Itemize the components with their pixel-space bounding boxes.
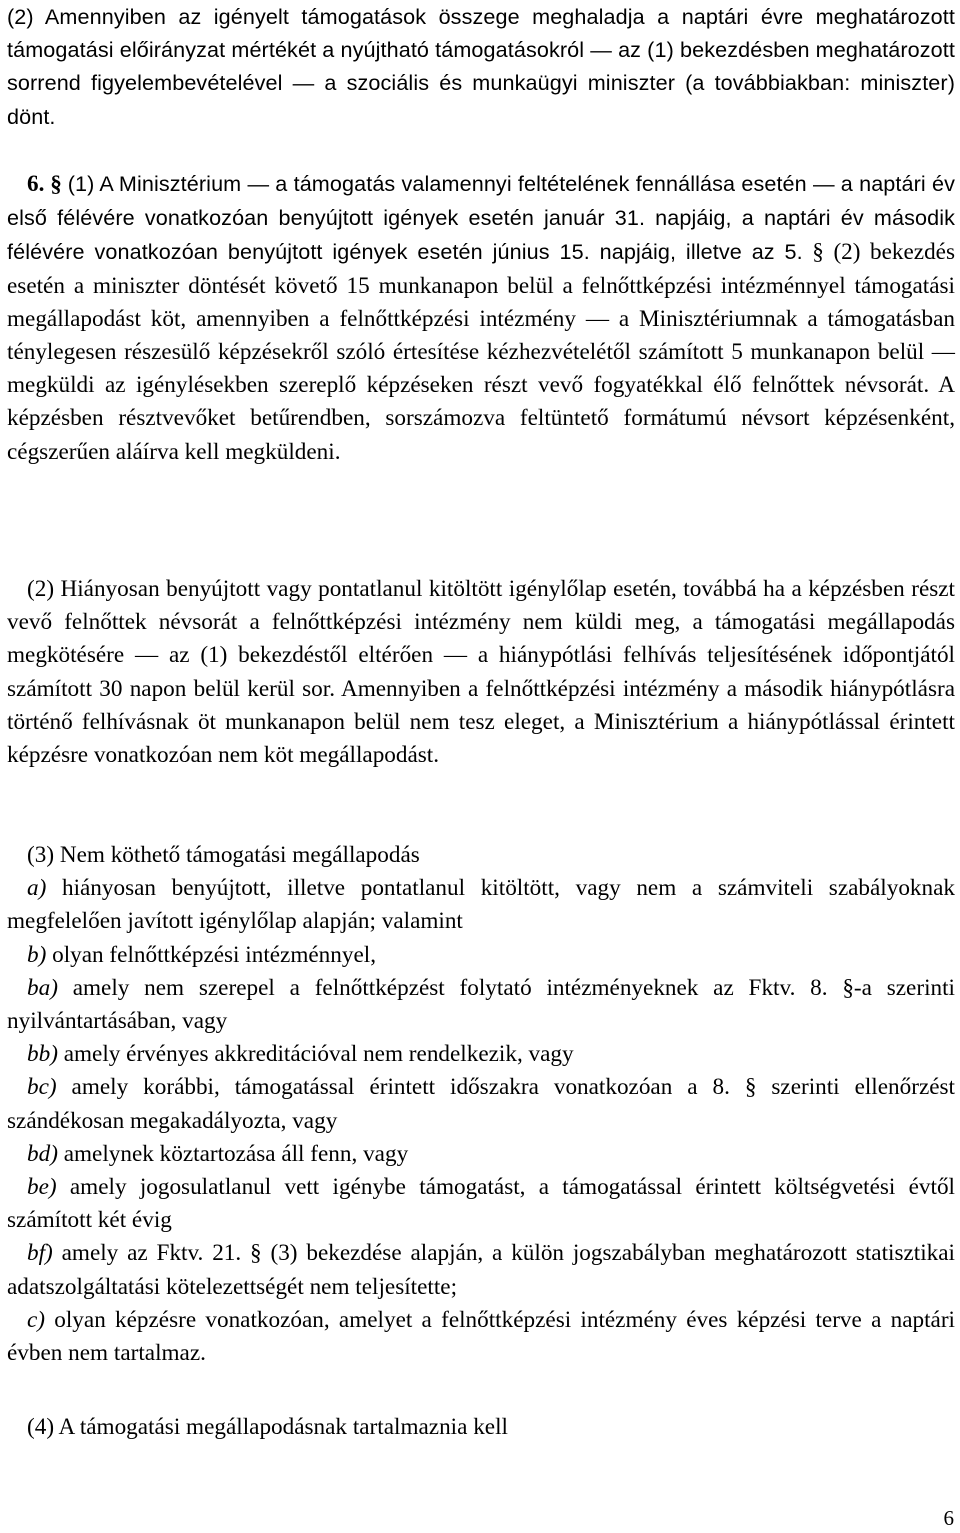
list-item-label: b)	[27, 941, 47, 968]
list-item-text: amelynek köztartozása áll fenn, vagy	[57, 1140, 409, 1167]
paragraph-3-intro: (3) Nem köthető támogatási megállapodás	[27, 842, 420, 868]
list-item-text: amely az Fktv. 21. § (3) bekezdése alapján, a külön jogszabályban meghatározott statisztikai adatszolgáltatási kötelezettségét nem teljesítette;	[7, 1240, 955, 1300]
list-item-text: amely jogosulatlanul vett igénybe támogatást, a támogatással érintett költségvetési évtől számított két évig	[7, 1174, 955, 1234]
list-item-b	[7, 939, 955, 972]
list-item-bc	[7, 1071, 955, 1137]
list-item-text: amely érvényes akkreditációval nem rendelkezik, vagy	[57, 1041, 574, 1068]
list-item-text: olyan képzésre vonatkozóan, amelyet a felnőttképzési intézmény éves képzési terve a naptári évben nem tartalmaz.	[7, 1306, 955, 1367]
section-6-paragraph-1	[7, 167, 955, 469]
list-item-label: ba)	[27, 974, 58, 1001]
list-item-a	[7, 872, 955, 938]
section-6-serif-text: § (2) bekezdés esetén a miniszter döntését követő 15 munkanapon belül a felnőttképzési intézménnyel támogatási megállapodást köt, amennyiben a felnőttképzési intézmény ― a Minisztériumnak a támogatásban ténylegesen részesülő képzésekről szóló értesítése kézhezvételétől számított 5 munkanapon belül ― megküldi az igénylésekben szereplő képzéseken részt vevő fogyatékkal élő felnőttek névsorát. A képzésben résztvevőket betűrendben, sorszámozva feltüntető formátumú névsort képzésenként, cégszerűen aláírva kell megküldeni.	[7, 239, 956, 465]
section-number: 6. §	[27, 171, 62, 197]
section-6-paragraph-3	[7, 839, 955, 1370]
page-number: 6	[943, 1506, 954, 1530]
list-item-text: amely nem szerepel a felnőttképzést folytató intézményeknek az Fktv. 8. §-a szerinti nyilvántartásában, vagy	[7, 974, 955, 1035]
list-item-ba	[7, 972, 955, 1038]
paragraph-5-2: (2) Amennyiben az igényelt támogatások összege meghaladja a naptári évre meghatározott támogatási előirányzat mértékét a nyújtható támogatásokról ― az (1) bekezdésben meghatározott sorrend figyelembevételével ― a szociális és munkaügyi miniszter (a továbbiakban: miniszter) dönt.	[7, 4, 955, 129]
list-item-be	[7, 1171, 955, 1237]
section-6-paragraph-4: (4) A támogatási megállapodásnak tartalmaznia kell	[27, 1414, 508, 1440]
list-item-label: bd)	[27, 1140, 58, 1167]
list-item-label: a)	[27, 875, 47, 902]
list-item-label: bc)	[27, 1074, 57, 1101]
list-item-label: c)	[27, 1306, 46, 1333]
list-item-label: bf)	[27, 1240, 53, 1267]
list-item-text: olyan felnőttképzési intézménnyel,	[46, 941, 376, 968]
list-item-label: bb)	[27, 1041, 58, 1068]
list-item-text: amely korábbi, támogatással érintett időszakra vonatkozóan a 8. § szerinti ellenőrzést szándékosan megakadályozta, vagy	[7, 1074, 955, 1134]
list-item-bf	[7, 1237, 955, 1303]
section-6-paragraph-2: (2) Hiányosan benyújtott vagy pontatlanul kitöltött igénylőlap esetén, továbbá ha a képzésben részt vevő felnőttek névsorát a felnőttképzési intézmény nem küldi meg, a támogatási megállapodás megkötésére ― az (1) bekezdéstől eltérően ― a hiánypótlási felhívás teljesítésének időpontjától számított 30 napon belül kerül sor. Amennyiben a felnőttképzési intézmény a második hiánypótlásra történő felhívásnak öt munkanapon belül nem tesz eleget, a Minisztérium a hiánypótlással érintett képzésre vonatkozóan nem köt megállapodást.	[7, 576, 955, 769]
list-item-text: hiányosan benyújtott, illetve pontatlanul kitöltött, vagy nem a számviteli szabályoknak megfelelően javított igénylőlap alapján; valamint	[7, 875, 955, 935]
list-item-c	[7, 1304, 955, 1370]
list-item-bd	[7, 1138, 955, 1171]
list-item-bb	[7, 1038, 955, 1071]
section-6-sans-text: (1) A Minisztérium ― a támogatás valamennyi feltételének fennállása esetén ― a naptári év első félévére vonatkozóan benyújtott igények esetén január 31. napjáig, a naptári év második félévére vonatkozóan benyújtott igények esetén június 15. napjáig, illetve az 5.	[7, 171, 955, 265]
list-item-label: be)	[27, 1174, 57, 1201]
